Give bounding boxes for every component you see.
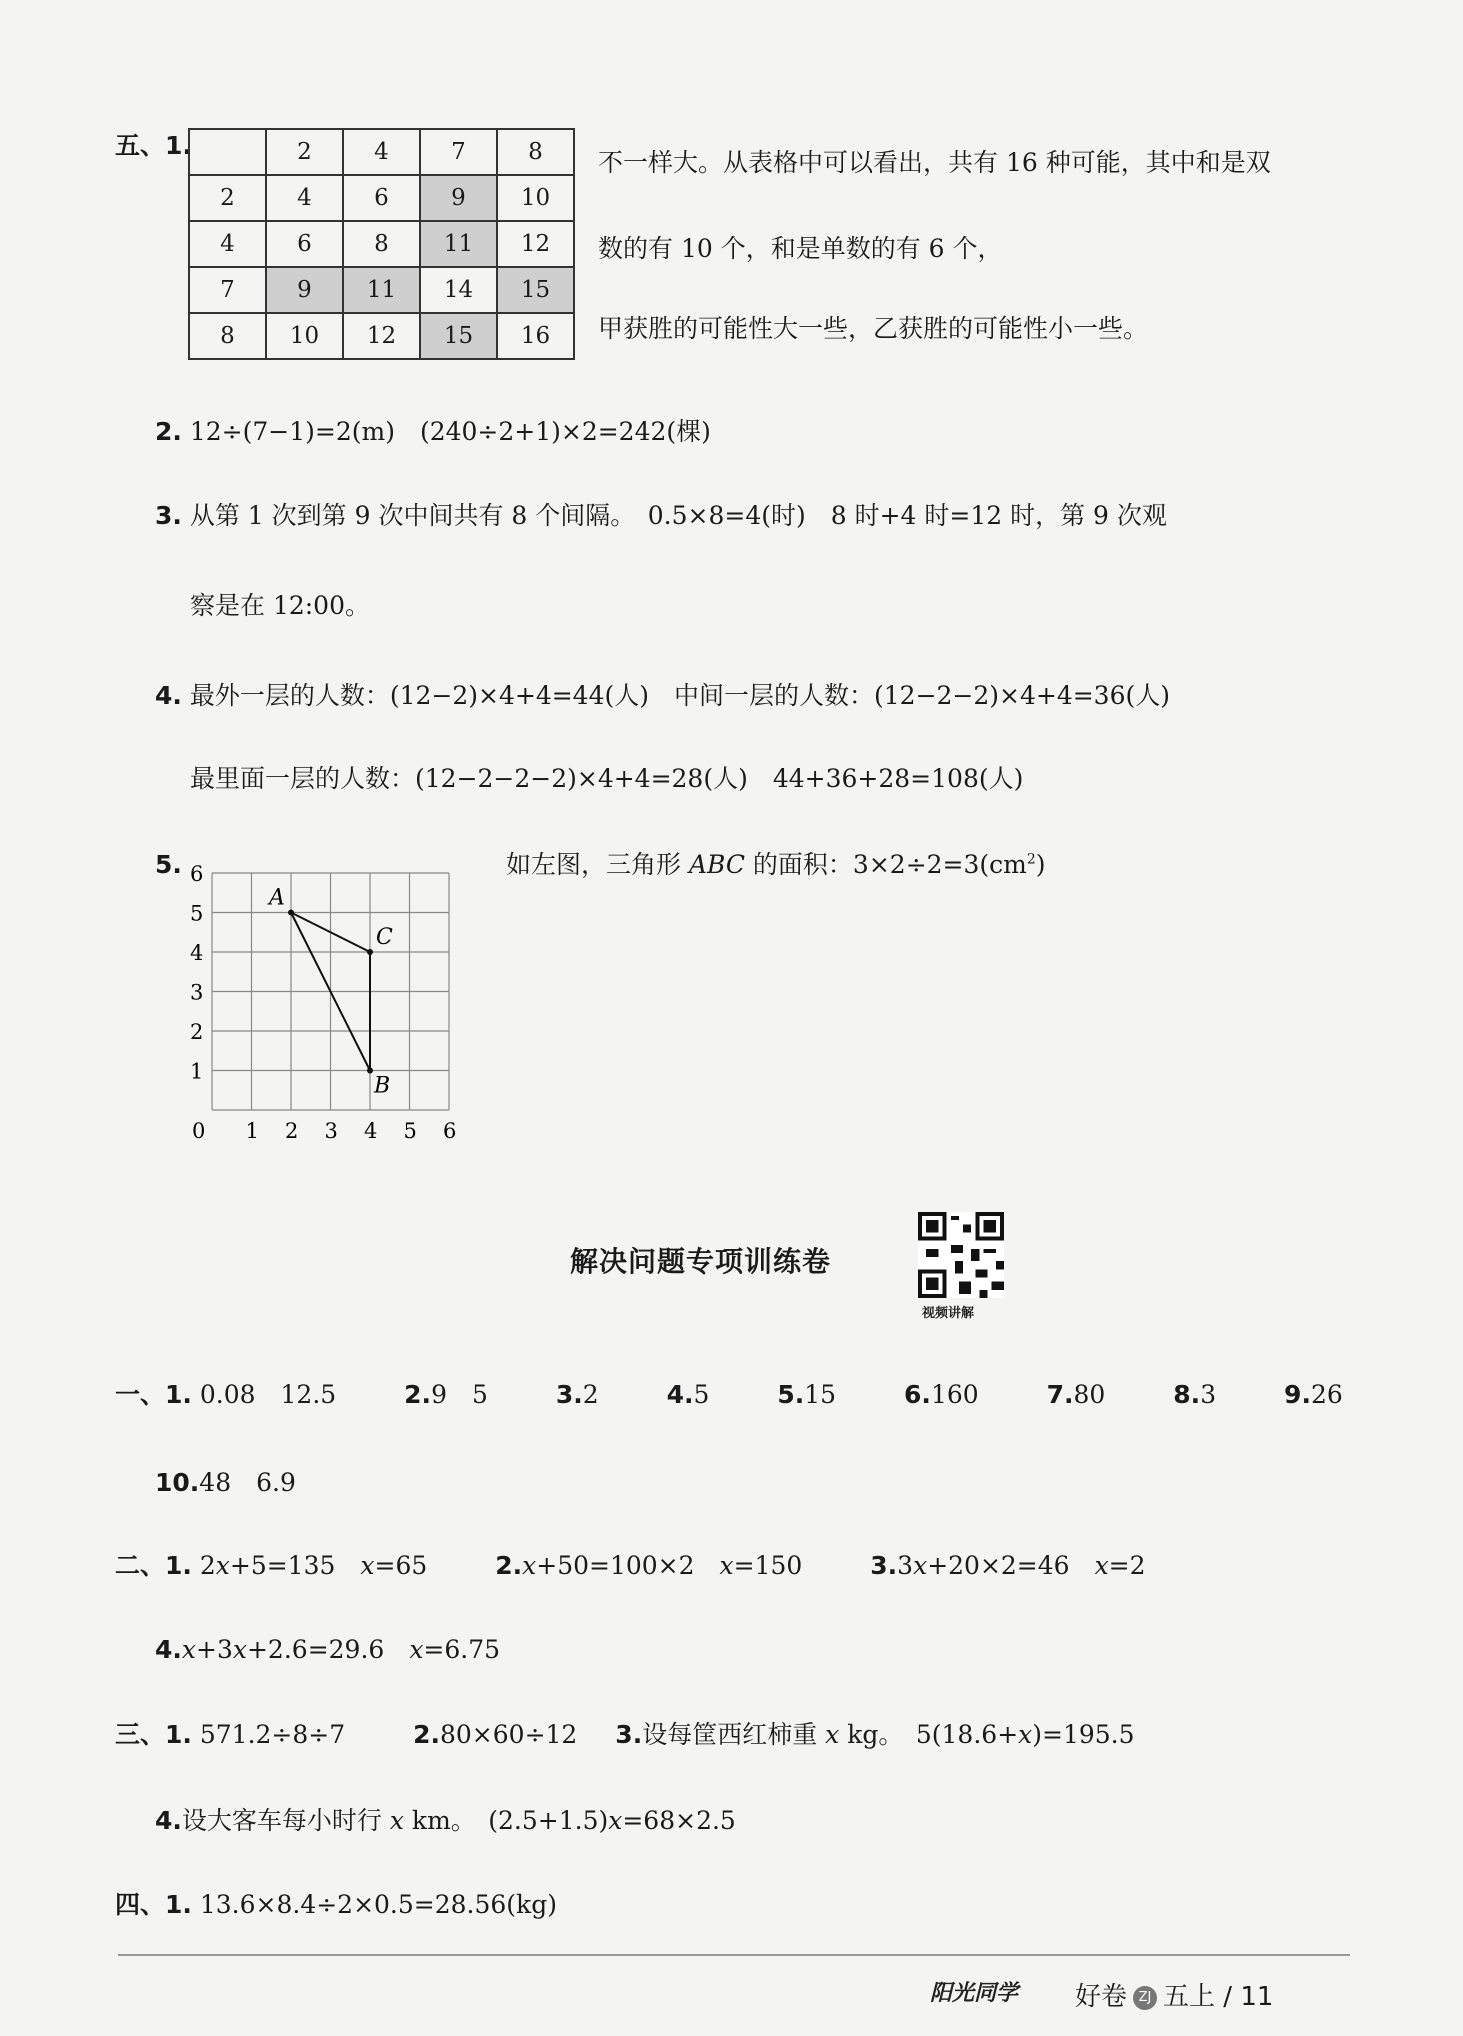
table-cell-odd: 9	[266, 267, 343, 313]
vertex-c	[367, 949, 373, 955]
part3-line1	[115, 1722, 1135, 1747]
var-x: x	[522, 1551, 537, 1580]
part1-answer-3: 2	[582, 1380, 599, 1409]
x-tick-label: 0	[192, 1119, 206, 1143]
table-header-row	[189, 129, 574, 175]
y-tick-label: 4	[190, 941, 204, 965]
footer-divider	[118, 1954, 1350, 1956]
q5-triangle-name: ABC	[688, 850, 745, 879]
part1-answer-5: 15	[804, 1380, 837, 1409]
table-cell: 4	[266, 175, 343, 221]
part2-answer-2-eq: +50=100×2	[536, 1551, 720, 1580]
table-cell-odd: 11	[343, 267, 420, 313]
part2-answer-1-sol: =65	[374, 1551, 428, 1580]
table-row	[189, 221, 574, 267]
part1-answer-8: 3	[1200, 1380, 1217, 1409]
q4-answer-line1: 最外一层的人数：(12−2)×4+4=44(人) 中间一层的人数：(12−2−2)×4+4=36(人)	[189, 681, 1171, 710]
part3-answer-4-post: km。 (2.5+1.5)	[403, 1806, 609, 1835]
q1-answer-line2: 数的有 10 个，和是单数的有 6 个，	[598, 234, 1003, 263]
q3-line1	[155, 503, 1167, 528]
brand-logo: 阳光同学	[930, 1981, 1019, 2006]
part1-label: 一、1.	[115, 1380, 192, 1409]
q5-text-pre: 如左图，三角形	[506, 850, 689, 879]
q5-unit-exponent: 2	[1026, 851, 1036, 868]
q2-line	[155, 419, 711, 444]
table-cell	[189, 129, 266, 175]
q1-answer-line1: 不一样大。从表格中可以看出，共有 16 种可能，其中和是双	[598, 148, 1271, 177]
part3-answer-4-end: =68×2.5	[622, 1806, 736, 1835]
part1-line2	[155, 1470, 296, 1495]
var-x: x	[1018, 1720, 1033, 1749]
table-cell: 6	[266, 221, 343, 267]
table-cell-odd: 15	[420, 313, 497, 359]
y-tick-label: 3	[190, 980, 204, 1005]
part1-number-4: 4.	[666, 1380, 694, 1409]
part3-number-2: 2.	[413, 1720, 440, 1749]
y-tick-label: 1	[190, 1059, 204, 1084]
x-tick-label: 2	[285, 1119, 299, 1143]
part1-answer-1: 0.08 12.5	[199, 1380, 337, 1409]
footer-info	[1075, 1976, 1273, 2013]
q5-close: )	[1035, 850, 1046, 879]
vertex-a	[288, 910, 294, 916]
part3-answer-3-pre: 设每筐西红柿重	[642, 1720, 826, 1749]
table-cell: 8	[189, 313, 266, 359]
q5-text-post: 的面积：3×2÷2=3(cm	[744, 850, 1027, 879]
q4-number: 4.	[155, 681, 182, 710]
q2-number: 2.	[155, 417, 182, 446]
part2-answer-1-coef: 2	[199, 1551, 216, 1580]
table-cell-odd: 15	[497, 267, 574, 313]
part2-answer-4-b: +2.6=29.6	[246, 1635, 410, 1664]
footer-grade: 五上	[1163, 1982, 1216, 2012]
table-row	[189, 267, 574, 313]
part4-line1	[115, 1892, 557, 1917]
sum-table	[188, 128, 575, 360]
part3-line2	[155, 1808, 736, 1833]
x-tick-label: 5	[403, 1119, 417, 1143]
part2-answer-3-eq: +20×2=46	[927, 1551, 1095, 1580]
q5-number: 5.	[155, 850, 182, 879]
table-cell: 10	[266, 313, 343, 359]
var-x: x	[181, 1635, 197, 1664]
coordinate-graph	[190, 855, 480, 1145]
part4-answer-1: 13.6×8.4÷2×0.5=28.56(kg)	[199, 1890, 557, 1919]
table-cell: 2	[189, 175, 266, 221]
part1-number-10: 10.	[155, 1468, 200, 1497]
table-cell: 12	[343, 313, 420, 359]
part1-number-2: 2.	[404, 1380, 432, 1409]
part2-answer-1-eq: +5=135	[229, 1551, 361, 1580]
part1-number-3: 3.	[555, 1380, 583, 1409]
table-row	[189, 313, 574, 359]
part2-number-4: 4.	[155, 1635, 182, 1664]
part1-line1	[115, 1382, 1343, 1407]
part3-label: 三、1.	[115, 1720, 192, 1749]
q3-number: 3.	[155, 501, 182, 530]
x-tick-label: 6	[443, 1119, 457, 1143]
var-x: x	[719, 1551, 734, 1580]
section-5-label: 五、1.	[115, 131, 192, 160]
part2-answer-3-coef: 3	[897, 1551, 914, 1580]
part1-answer-10: 48 6.9	[199, 1468, 296, 1497]
part3-number-4: 4.	[155, 1806, 182, 1835]
var-x: x	[215, 1551, 230, 1580]
part3-answer-4-pre: 设大客车每小时行	[181, 1806, 390, 1835]
part1-number-8: 8.	[1173, 1380, 1201, 1409]
page-title: 解决问题专项训练卷	[570, 1245, 832, 1278]
var-x: x	[608, 1806, 623, 1835]
q2-answer: 12÷(7−1)=2(m) (240÷2+1)×2=242(棵)	[189, 417, 711, 446]
x-tick-label: 4	[364, 1119, 378, 1143]
x-tick-label: 3	[324, 1119, 338, 1143]
table-cell-odd: 9	[420, 175, 497, 221]
table-cell: 8	[497, 129, 574, 175]
table-cell: 7	[420, 129, 497, 175]
var-x: x	[389, 1806, 404, 1835]
part1-answer-7: 80	[1073, 1380, 1106, 1409]
table-cell: 4	[343, 129, 420, 175]
part2-answer-3-sol: =2	[1108, 1551, 1146, 1580]
vertex-b	[367, 1068, 373, 1074]
table-cell: 10	[497, 175, 574, 221]
vertex-label: A	[269, 885, 285, 911]
part1-answer-2: 9 5	[431, 1380, 488, 1409]
q3-answer-line1: 从第 1 次到第 9 次中间共有 8 个间隔。 0.5×8=4(时) 8 时+4 时=12 时，第 9 次观	[189, 501, 1167, 530]
page-number: / 11	[1223, 1982, 1274, 2012]
var-x: x	[232, 1635, 247, 1664]
part1-number-7: 7.	[1046, 1380, 1074, 1409]
part1-answer-6: 160	[930, 1380, 979, 1409]
part3-answer-3-end: )=195.5	[1032, 1720, 1135, 1749]
q1-answer-line3: 甲获胜的可能性大一些，乙获胜的可能性小一些。	[598, 314, 1149, 343]
edition-badge: ZJ	[1133, 1986, 1157, 2010]
part3-answer-1: 571.2÷8÷7	[199, 1720, 346, 1749]
part3-number-3: 3.	[615, 1720, 643, 1749]
part2-line1	[115, 1553, 1146, 1578]
part1-answer-9: 26	[1310, 1380, 1343, 1409]
var-x: x	[360, 1551, 375, 1580]
table-cell: 6	[343, 175, 420, 221]
part1-number-9: 9.	[1284, 1380, 1311, 1409]
vertex-label: C	[376, 925, 393, 950]
table-cell: 7	[189, 267, 266, 313]
part2-answer-2-sol: =150	[733, 1551, 803, 1580]
part4-label: 四、1.	[115, 1890, 192, 1919]
q4-answer-line2: 最里面一层的人数：(12−2−2−2)×4+4=28(人) 44+36+28=108(人)	[190, 764, 1024, 793]
var-x: x	[1094, 1551, 1109, 1580]
part1-number-5: 5.	[777, 1380, 805, 1409]
table-cell: 4	[189, 221, 266, 267]
part2-answer-4-a: +3	[196, 1635, 233, 1664]
part3-answer-3-post: kg。 5(18.6+	[839, 1720, 1019, 1749]
var-x: x	[409, 1635, 424, 1664]
part2-number-2: 2.	[495, 1551, 523, 1580]
table-cell: 14	[420, 267, 497, 313]
part2-answer-4-sol: =6.75	[423, 1635, 501, 1664]
q3-answer-line2: 察是在 12:00。	[190, 591, 370, 620]
footer-book: 好卷	[1075, 1982, 1128, 2012]
x-tick-label: 1	[245, 1119, 259, 1143]
var-x: x	[825, 1720, 840, 1749]
table-cell: 16	[497, 313, 574, 359]
y-tick-label: 2	[190, 1020, 204, 1044]
y-tick-label: 6	[190, 862, 204, 886]
vertex-label: B	[374, 1073, 391, 1099]
y-tick-label: 5	[190, 901, 204, 926]
table-cell-odd: 11	[420, 221, 497, 267]
table-cell: 12	[497, 221, 574, 267]
table-cell: 2	[266, 129, 343, 175]
part2-line2	[155, 1637, 500, 1662]
qr-code-icon[interactable]	[918, 1212, 1004, 1298]
q5-answer	[506, 852, 1046, 877]
table-row	[189, 175, 574, 221]
q4-line1	[155, 683, 1170, 708]
part2-number-3: 3.	[870, 1551, 898, 1580]
part1-number-6: 6.	[904, 1380, 931, 1409]
qr-label: 视频讲解	[922, 1306, 975, 1321]
var-x: x	[913, 1551, 928, 1580]
part1-answer-4: 5	[693, 1380, 710, 1409]
table-cell: 8	[343, 221, 420, 267]
part2-label: 二、1.	[115, 1551, 192, 1580]
part3-answer-2: 80×60÷12	[440, 1720, 578, 1749]
